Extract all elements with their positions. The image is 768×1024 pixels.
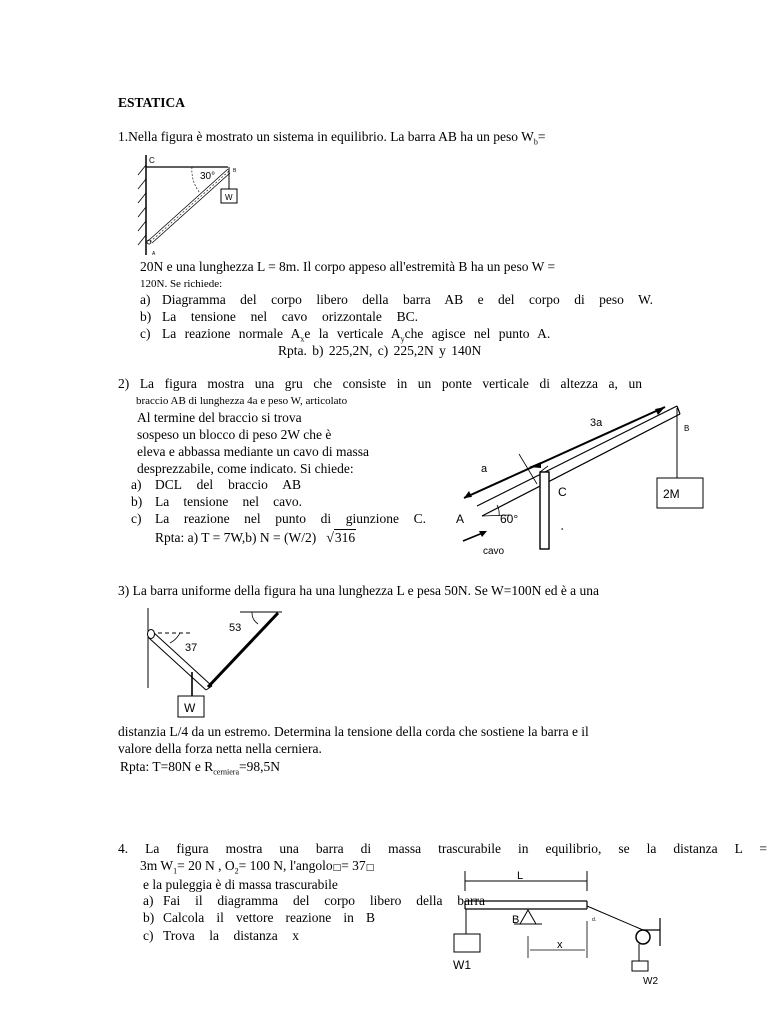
fig3-weight: W (184, 701, 196, 715)
fig4-label-w1: W1 (453, 958, 471, 972)
p2-item-c: La reazione nel punto di giunzione C. (155, 511, 426, 526)
p2-item-c-letter: c) (131, 511, 142, 526)
p2-line6: desprezzabile, come indicato. Si chiede: (137, 461, 354, 476)
fig3-angle1: 53 (229, 622, 242, 634)
p2-answer: Rpta: a) T = 7W,b) N = (W/2) √316 (155, 530, 356, 546)
p4-item-c-letter: c) (143, 928, 154, 943)
p3-line1: 3) La barra uniforme della figura ha una lunghezza L e pesa 50N. Se W=100N ed è a una (118, 583, 600, 598)
figure-4 (450, 866, 690, 991)
fig1-label-b: B (233, 168, 237, 174)
fig2-label-a: A (456, 512, 465, 526)
p1-item-a: Diagramma del corpo libero della barra AB e del corpo di peso W. (162, 292, 653, 307)
p4-item-a: Fai il diagramma del corpo libero della barra (163, 893, 485, 908)
p1-line1: 1.Nella figura è mostrato un sistema in equilibrio. La barra AB ha un peso $W_b=$ (118, 129, 546, 147)
p4-line1: 4. La figura mostra una barra di massa trascurabile in equilibrio, se la distanza L = (118, 841, 767, 856)
p3-line2: distanzia L/4 da un estremo. Determina la tensione della corda che sostiene la barra e il (118, 724, 589, 739)
fig2-block: 2M (663, 487, 680, 501)
p2-line5: eleva e abbassa mediante un cavo di massa (137, 444, 370, 459)
fig4-label-x: x (557, 939, 563, 951)
fig4-label-w2: W2 (643, 976, 658, 987)
fig2-label-c: C (558, 485, 567, 499)
p4-item-a-letter: a) (143, 893, 154, 908)
p2-line3: Al termine del braccio si trova (137, 410, 302, 425)
p2-line2: braccio AB di lunghezza 4a e peso W, articolato (136, 395, 348, 407)
p4-item-b-letter: b) (143, 910, 155, 925)
figure-1 (134, 155, 244, 260)
p3-line3: valore della forza netta nella cerniera. (118, 741, 322, 756)
p2-item-a: DCL del braccio AB (155, 477, 301, 492)
fig2-label-b: B (684, 424, 690, 433)
fig4-label-l: L (517, 870, 524, 882)
p2-line1: 2) La figura mostra una gru che consiste in un ponte verticale di altezza a, un (118, 376, 642, 391)
fig2-cavo: cavo (483, 546, 505, 557)
fig3-angle2: 37 (185, 642, 198, 654)
p2-item-a-letter: a) (131, 477, 142, 492)
p1-item-b: La tensione nel cavo orizzontale BC. (162, 309, 418, 324)
fig2-label-3a: 3a (590, 417, 603, 429)
fig4-label-theta: d. (592, 917, 597, 923)
p4-item-b: Calcola il vettore reazione in B (163, 910, 375, 925)
p1-item-a-letter: a) (140, 292, 151, 307)
p1-item-c-letter: c) (140, 326, 151, 341)
figure-3 (140, 608, 290, 720)
p2-line4: sospeso un blocco di peso 2W che è (137, 427, 332, 442)
p1-item-b-letter: b) (140, 309, 152, 324)
fig2-angle: 60° (500, 512, 519, 526)
fig1-weight: W (225, 193, 233, 202)
p4-line2: 3m $W_1= 20$ N , $O_2= 100$ N, l'angolo□= 37□ (140, 858, 375, 876)
p1-item-c: La reazione normale $A_xe$ la verticale $A_yche$ agisce nel punto A. (162, 326, 551, 344)
fig1-label-a: A (152, 251, 156, 257)
figure-2 (455, 400, 715, 560)
p1-line2: 20N e una lunghezza L = 8m. Il corpo appeso all'estremità B ha un peso W = (140, 259, 556, 274)
p3-answer: Rpta: T=80N e $R_{cerniera}=98,5N$ (120, 759, 280, 777)
p1-answer: Rpta. b) 225,2N, c) 225,2N y 140N (278, 343, 482, 358)
fig1-label-c: C (149, 156, 155, 165)
fig2-label-a-small: a (481, 463, 488, 475)
fig4-label-b: B (512, 914, 520, 926)
p2-item-b-letter: b) (131, 494, 143, 509)
fig2-label-a-tiny: a (561, 526, 564, 531)
fig1-angle: 30° (200, 171, 216, 182)
p2-item-b: La tensione nel cavo. (155, 494, 302, 509)
p4-line3: e la puleggia è di massa trascurabile (143, 877, 338, 892)
p4-item-c: Trova la distanza x (163, 928, 299, 943)
p1-line3: 120N. Se richiede: (140, 278, 223, 290)
page-title: ESTATICA (118, 95, 186, 110)
